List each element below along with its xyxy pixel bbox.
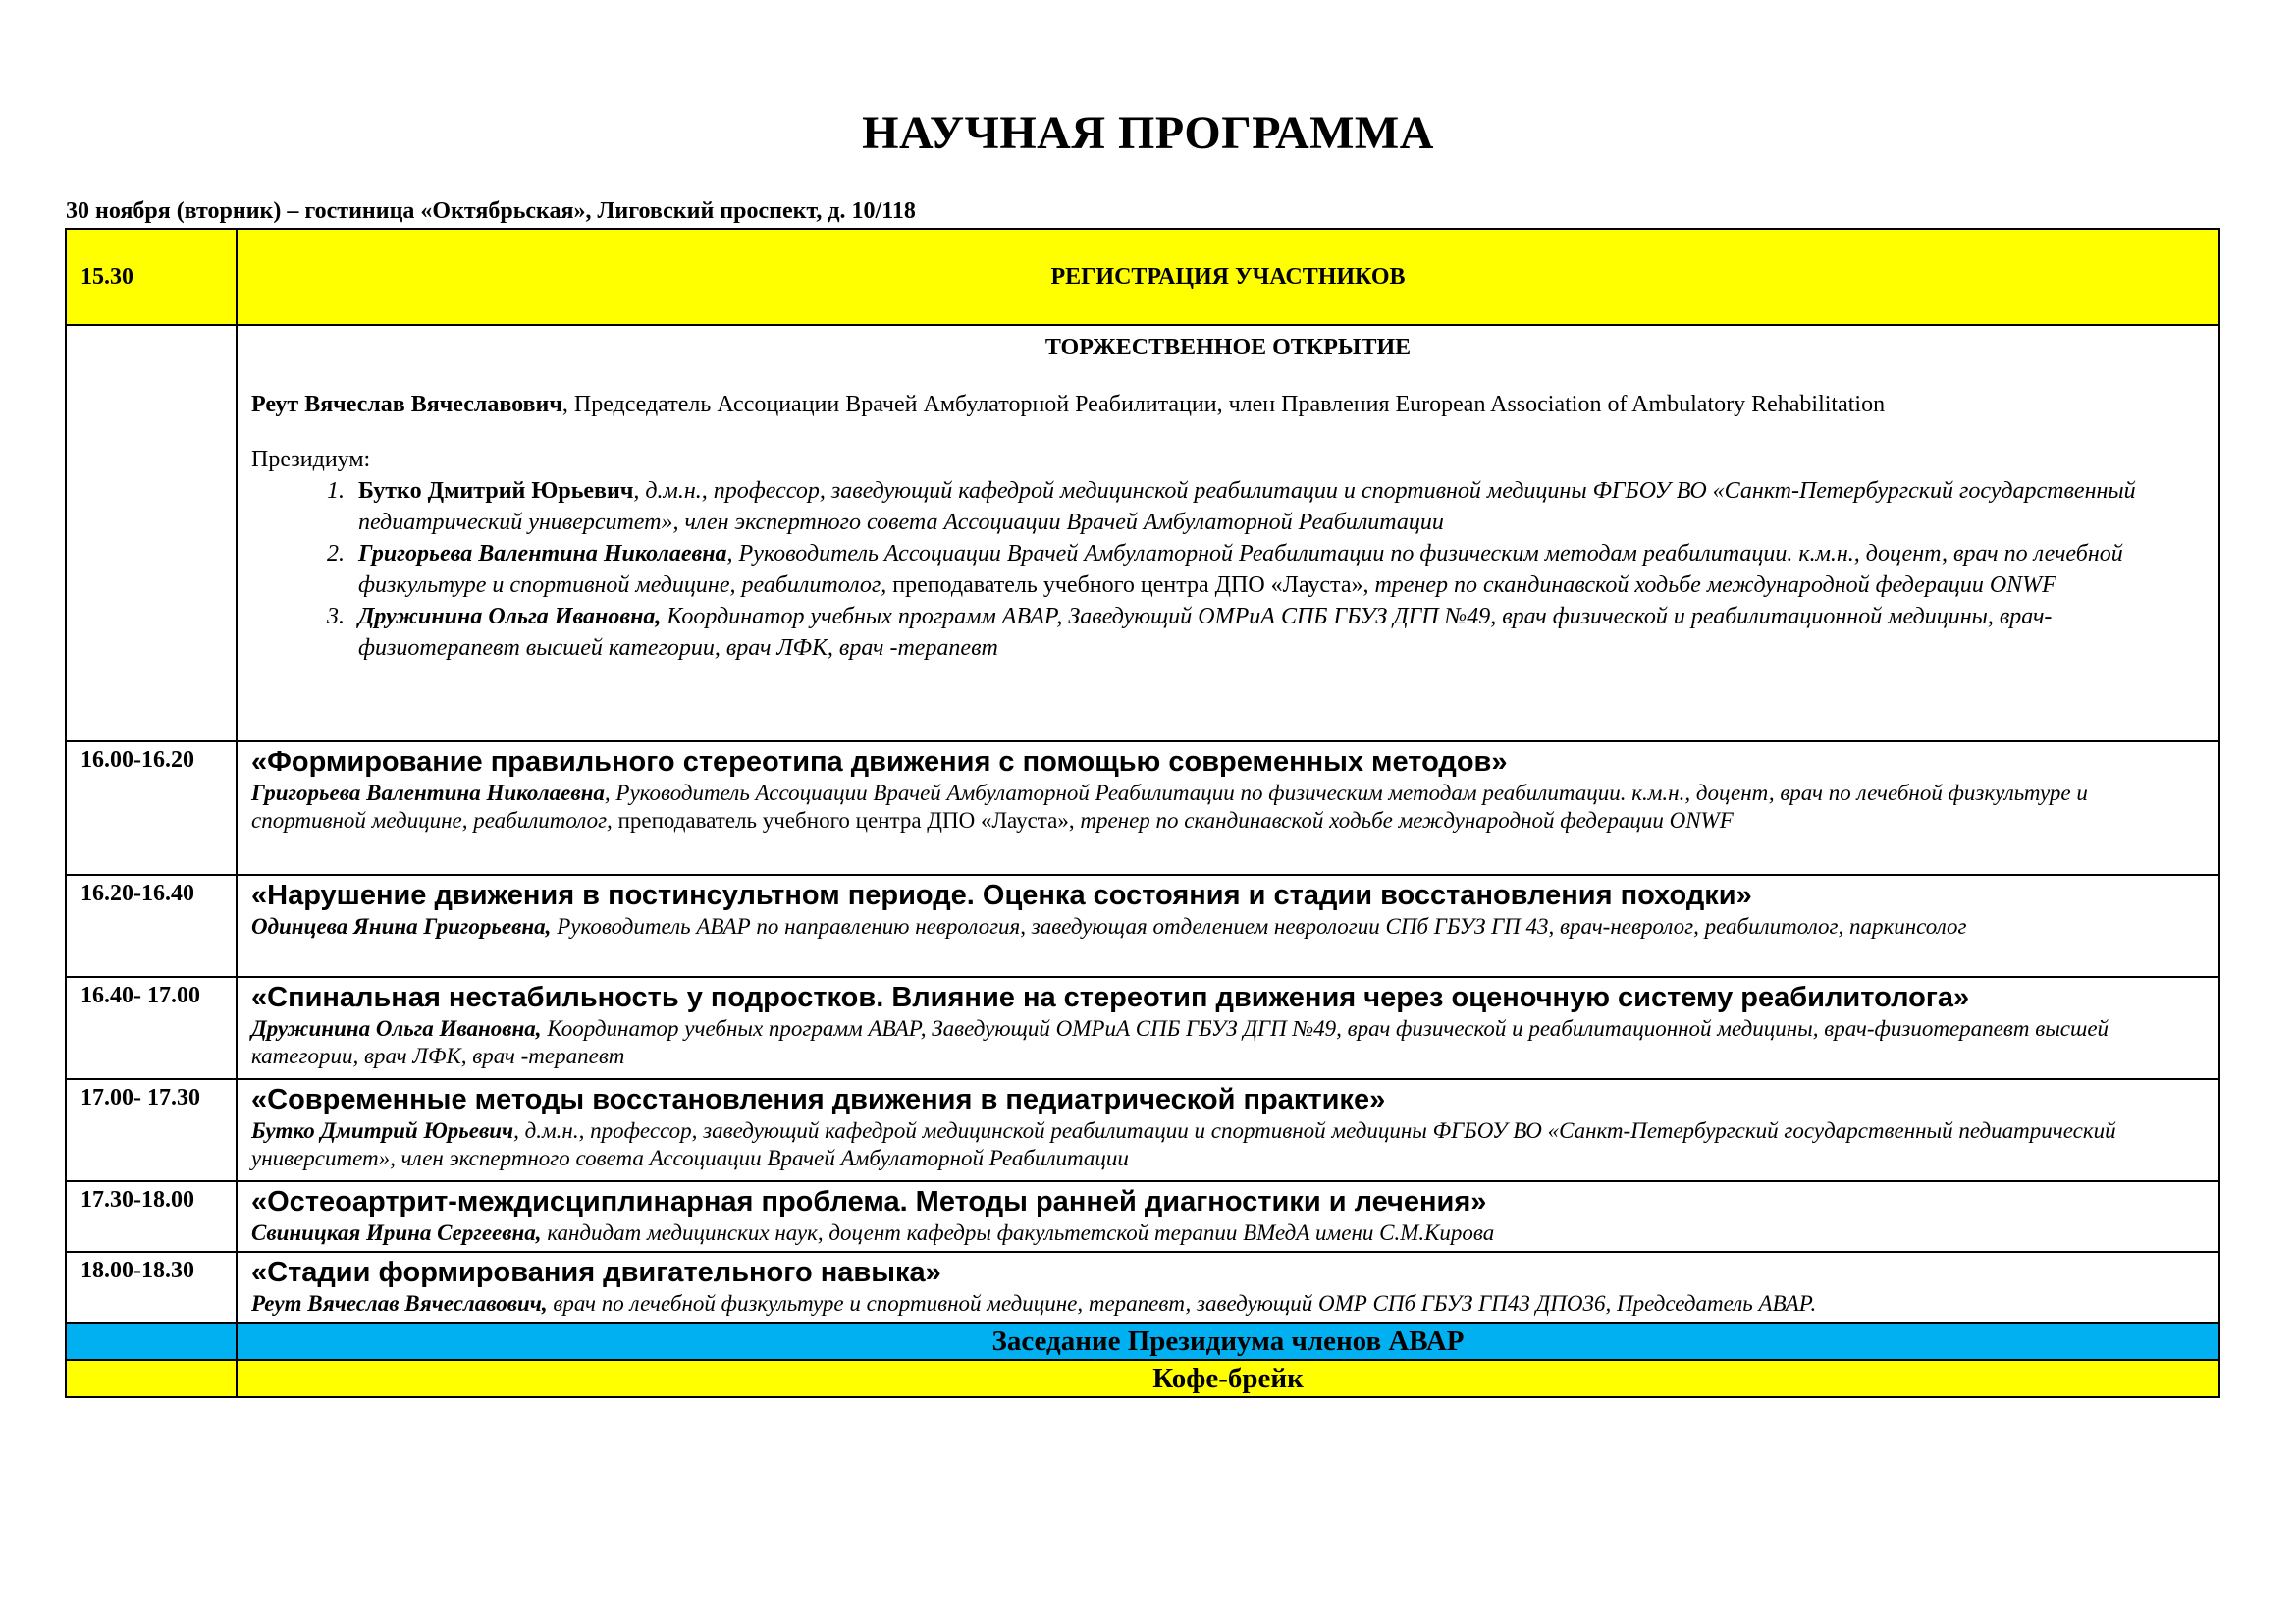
talk-time: 17.30-18.00	[66, 1181, 237, 1252]
talk-content	[237, 1181, 2219, 1252]
page-title: НАУЧНАЯ ПРОГРАММА	[862, 107, 1434, 159]
member-role-upright: преподаватель учебного центра ДПО «Лауста»,	[886, 572, 1375, 598]
speaker-name: Дружинина Ольга Ивановна,	[251, 1016, 542, 1041]
chair-name: Реут Вячеслав Вячеславович	[251, 392, 562, 417]
member-name: Григорьева Валентина Николаевна	[358, 541, 727, 567]
speaker-role: , д.м.н., профессор, заведующий кафедрой медицинской реабилитации и спортивной медицины ФГБОУ ВО «Санкт-Петербургский государственный педиатрический университет», член экспертного совета Ассоциации Врачей Амбулаторной Реабилитации	[251, 1118, 2116, 1170]
presidium-list	[251, 475, 2205, 664]
program-table	[65, 228, 2220, 1398]
registration-title: РЕГИСТРАЦИЯ УЧАСТНИКОВ	[237, 229, 2219, 325]
member-name: Бутко Дмитрий Юрьевич	[358, 478, 634, 504]
talk-title: «Остеоартрит-междисциплинарная проблема. Методы ранней диагностики и лечения»	[251, 1186, 1487, 1218]
venue-line: 30 ноября (вторник) – гостиница «Октябрьская», Лиговский проспект, д. 10/118	[66, 198, 916, 224]
talk-row	[66, 1181, 2219, 1252]
coffee-break-row	[66, 1360, 2219, 1397]
presidium-member	[350, 475, 2205, 538]
presidium-member	[350, 538, 2205, 601]
coffee-break-time-cell	[66, 1360, 237, 1397]
speaker-name: Свиницкая Ирина Сергеевна,	[251, 1220, 542, 1245]
talk-content	[237, 1079, 2219, 1181]
chair-role: , Председатель Ассоциации Врачей Амбулаторной Реабилитации, член Правления European Association of Ambulatory Rehabilitation	[561, 392, 1886, 417]
talk-row	[66, 1079, 2219, 1181]
talk-title: «Нарушение движения в постинсультном периоде. Оценка состояния и стадии восстановления походки»	[251, 880, 1752, 911]
member-role: Координатор учебных программ АВАР, Заведующий ОМРиА СПБ ГБУЗ ДГП №49, врач физической и реабилитационной медицины, врач-физиотерапевт высшей категории, врач ЛФК, врач -терапевт	[358, 604, 2053, 661]
talk-title: «Стадии формирования двигательного навыка»	[251, 1257, 941, 1288]
talk-title: «Современные методы восстановления движения в педиатрической практике»	[251, 1084, 1386, 1115]
speaker-role: Координатор учебных программ АВАР, Заведующий ОМРиА СПБ ГБУЗ ДГП №49, врач физической и реабилитационной медицины, врач-физиотерапевт высшей категории, врач ЛФК, врач -терапевт	[251, 1016, 2109, 1068]
talk-speaker	[251, 1117, 2205, 1172]
talk-speaker	[251, 913, 2205, 941]
talk-row	[66, 1252, 2219, 1323]
talk-time: 16.20-16.40	[66, 875, 237, 977]
talk-title: «Спинальная нестабильность у подростков. Влияние на стереотип движения через оценочную систему реабилитолога»	[251, 982, 1970, 1013]
talk-title: «Формирование правильного стереотипа движения с помощью современных методов»	[251, 746, 1508, 778]
presidium-meeting-time-cell	[66, 1323, 237, 1360]
talk-row	[66, 977, 2219, 1079]
opening-heading: ТОРЖЕСТВЕННОЕ ОТКРЫТИЕ	[1044, 335, 1412, 360]
presidium-label: Президиум:	[251, 447, 371, 472]
speaker-role-extra: тренер по скандинавской ходьбе международной федерации ONWF	[1080, 808, 1734, 833]
speaker-role: врач по лечебной физкультуре и спортивной медицине, терапевт, заведующий ОМР СПб ГБУЗ ГП43 ДПО36, Председатель АВАР.	[547, 1291, 1817, 1316]
member-role: , д.м.н., профессор, заведующий кафедрой медицинской реабилитации и спортивной медицины ФГБОУ ВО «Санкт-Петербургский государственный педиатрический университет», член экспертного совета Ассоциации Врачей Амбулаторной Реабилитации	[358, 478, 2136, 535]
speaker-role: кандидат медицинских наук, доцент кафедры факультетской терапии ВМедА имени С.М.Кирова	[541, 1220, 1495, 1245]
presidium-meeting-row	[66, 1323, 2219, 1360]
talk-speaker	[251, 1219, 2205, 1247]
talk-content	[237, 741, 2219, 875]
registration-time-cell	[66, 229, 237, 325]
opening-content-cell	[237, 325, 2219, 741]
member-role: , Руководитель Ассоциации Врачей Амбулаторной Реабилитации по физическим методам реабилитации. к.м.н., доцент, врач по лечебной физкультуре и спортивной медицине, реабилитолог,	[358, 541, 2123, 598]
presidium-member	[350, 601, 2205, 664]
speaker-role-upright: преподаватель учебного центра ДПО «Лауста»,	[612, 808, 1081, 833]
talk-time: 17.00- 17.30	[66, 1079, 237, 1181]
talk-row	[66, 875, 2219, 977]
speaker-name: Григорьева Валентина Николаевна	[251, 781, 605, 805]
speaker-role: Руководитель АВАР по направлению неврология, заведующая отделением неврологии СПб ГБУЗ ГП 43, врач-невролог, реабилитолог, паркинсолог	[551, 914, 1967, 939]
talk-speaker	[251, 1015, 2205, 1070]
member-name: Дружинина Ольга Ивановна,	[358, 604, 662, 629]
talk-row	[66, 741, 2219, 875]
talk-speaker	[251, 780, 2205, 835]
coffee-break-title: Кофе-брейк	[237, 1360, 2219, 1397]
talk-content	[237, 977, 2219, 1079]
speaker-name: Бутко Дмитрий Юрьевич	[251, 1118, 514, 1143]
speaker-name: Одинцева Янина Григорьевна,	[251, 914, 552, 939]
talk-time: 16.40- 17.00	[66, 977, 237, 1079]
talk-time: 16.00-16.20	[66, 741, 237, 875]
opening-time-cell	[66, 325, 237, 741]
talk-time: 18.00-18.30	[66, 1252, 237, 1323]
speaker-role: , Руководитель Ассоциации Врачей Амбулаторной Реабилитации по физическим методам реабилитации. к.м.н., доцент, врач по лечебной физкультуре и спортивной медицине, реабилитолог,	[251, 781, 2088, 833]
speaker-name: Реут Вячеслав Вячеславович,	[251, 1291, 548, 1316]
talk-content	[237, 875, 2219, 977]
opening-row	[66, 325, 2219, 741]
registration-row	[66, 229, 2219, 325]
talk-speaker	[251, 1290, 2205, 1318]
talk-content	[237, 1252, 2219, 1323]
member-role-extra: тренер по скандинавской ходьбе международной федерации ONWF	[1374, 572, 2056, 598]
opening-chair	[251, 389, 2205, 420]
presidium-meeting-title: Заседание Президиума членов АВАР	[237, 1323, 2219, 1360]
registration-time: 15.30	[80, 264, 133, 290]
